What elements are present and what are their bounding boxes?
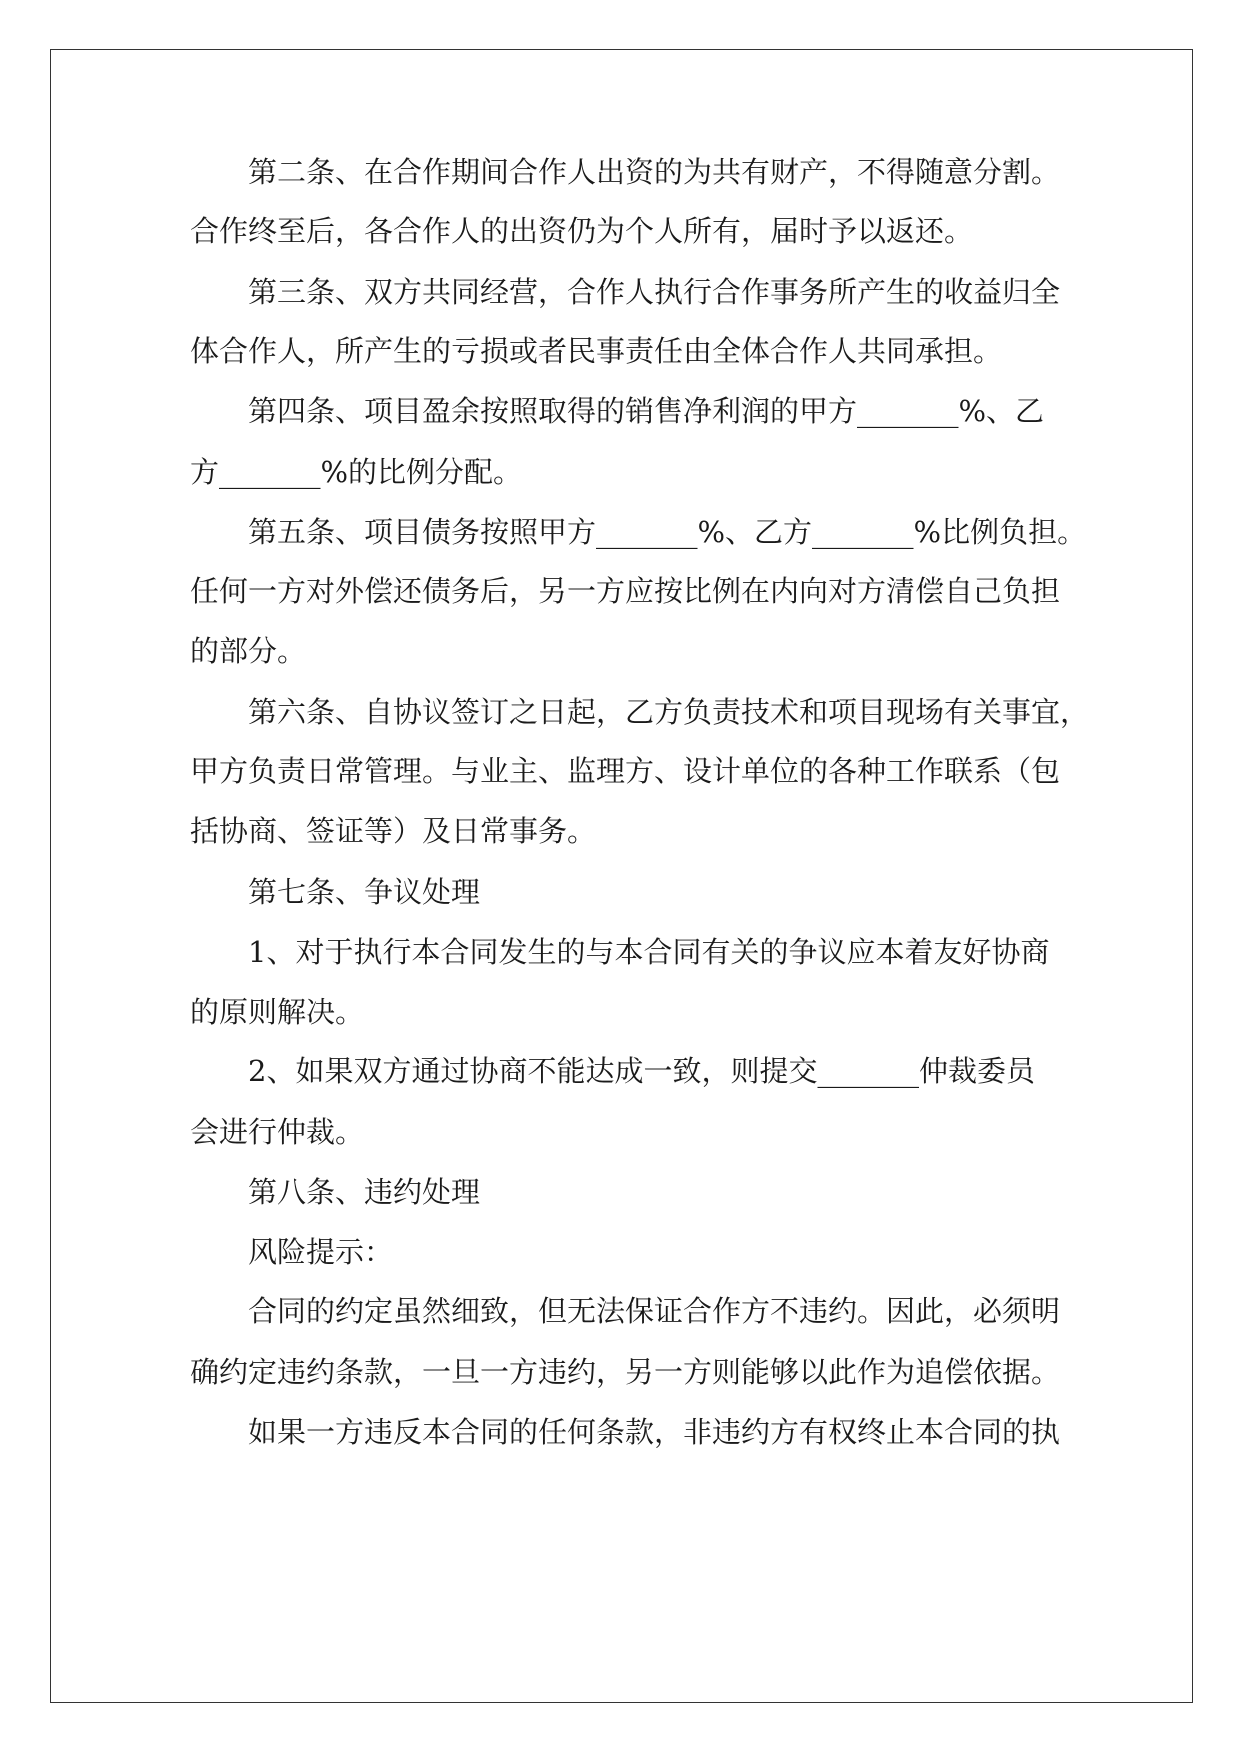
article-5-line-3: 的部分。 xyxy=(190,634,307,668)
article-6-line-3: 括协商、签证等）及日常事务。 xyxy=(190,814,597,848)
article-7-item-2-line-1: 2、如果双方通过协商不能达成一致，则提交_______仲裁委员 xyxy=(248,1054,1035,1088)
article-2-line-2: 合作终至后，各合作人的出资仍为个人所有，届时予以返还。 xyxy=(190,214,974,248)
article-6-line-2: 甲方负责日常管理。与业主、监理方、设计单位的各种工作联系（包 xyxy=(190,754,1061,788)
article-7-heading: 第七条、争议处理 xyxy=(248,875,481,909)
risk-notice-line-2: 确约定违约条款，一旦一方违约，另一方则能够以此作为追偿依据。 xyxy=(190,1355,1061,1389)
article-4-line-2: 方_______%的比例分配。 xyxy=(190,455,523,489)
article-3-line-2: 体合作人，所产生的亏损或者民事责任由全体合作人共同承担。 xyxy=(190,334,1003,368)
article-5-line-1: 第五条、项目债务按照甲方_______%、乙方_______%比例负担。 xyxy=(248,515,1087,549)
article-6-line-1: 第六条、自协议签订之日起，乙方负责技术和项目现场有关事宜， xyxy=(248,695,1090,729)
article-8-heading: 第八条、违约处理 xyxy=(248,1175,481,1209)
article-4-line-1: 第四条、项目盈余按照取得的销售净利润的甲方_______%、乙 xyxy=(248,394,1045,428)
article-2-line-1: 第二条、在合作期间合作人出资的为共有财产，不得随意分割。 xyxy=(248,155,1061,189)
article-7-item-1-line-2: 的原则解决。 xyxy=(190,995,365,1029)
risk-notice-label: 风险提示： xyxy=(248,1235,394,1269)
article-3-line-1: 第三条、双方共同经营，合作人执行合作事务所产生的收益归全 xyxy=(248,275,1061,309)
article-5-line-2: 任何一方对外偿还债务后，另一方应按比例在内向对方清偿自己负担 xyxy=(190,574,1061,608)
breach-clause-line-1: 如果一方违反本合同的任何条款，非违约方有权终止本合同的执 xyxy=(248,1415,1061,1449)
risk-notice-line-1: 合同的约定虽然细致，但无法保证合作方不违约。因此，必须明 xyxy=(248,1294,1061,1328)
article-7-item-1-line-1: 1、对于执行本合同发生的与本合同有关的争议应本着友好协商 xyxy=(248,935,1050,969)
article-7-item-2-line-2: 会进行仲裁。 xyxy=(190,1115,365,1149)
